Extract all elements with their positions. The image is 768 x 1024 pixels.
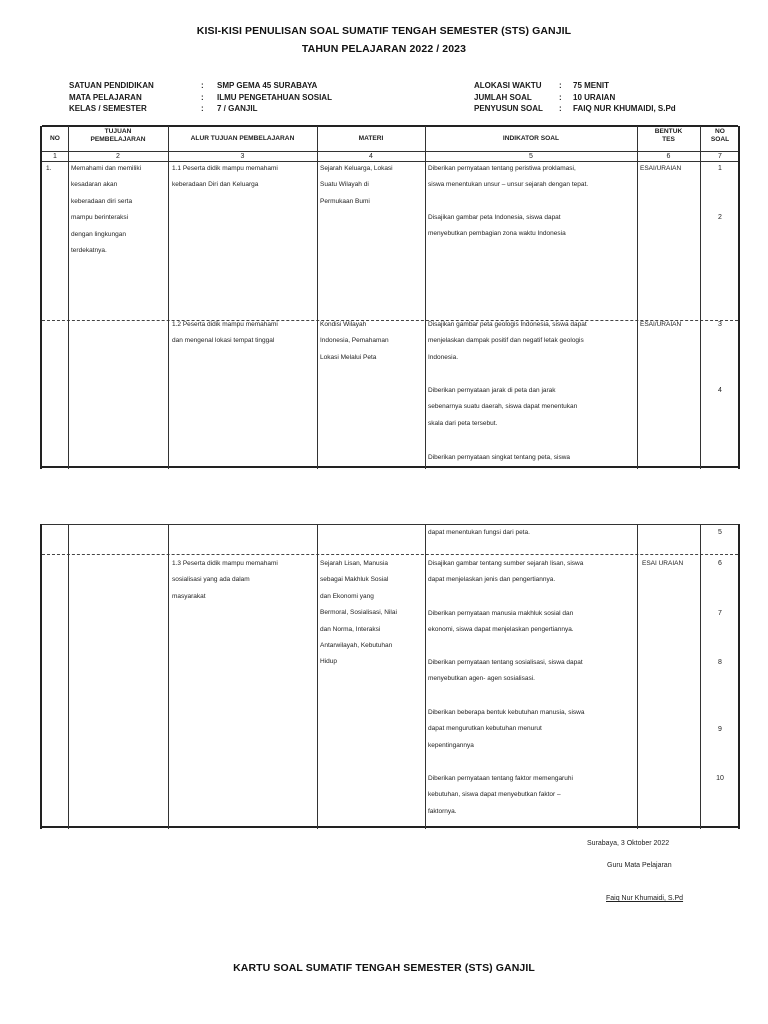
nomor-soal: 9 <box>718 726 722 733</box>
header-divider <box>42 151 738 152</box>
header-no-soal-line: SOAL <box>710 136 730 143</box>
info-colon: : <box>201 104 204 113</box>
indikator-soal-3 <box>428 317 587 366</box>
info-label: PENYUSUN SOAL <box>474 104 543 113</box>
col-number: 6 <box>666 153 671 160</box>
info-right-colons <box>559 80 562 115</box>
document-subtitle: TAHUN PELAJARAN 2022 / 2023 <box>301 43 467 55</box>
text-line: kepentingannya <box>428 741 474 749</box>
text-line: Diberikan beberapa bentuk kebutuhan manusia, siswa <box>428 709 585 716</box>
col-divider <box>317 524 318 829</box>
text-line: keberadaan diri serta <box>71 197 133 205</box>
header-no-soal <box>700 128 740 144</box>
alur-1-1 <box>172 161 278 194</box>
col-number: 4 <box>369 153 373 160</box>
nomor-soal: 2 <box>718 214 722 221</box>
text-line: 1.2 Peserta didik mampu memahami <box>172 321 278 328</box>
col-number: 1 <box>53 153 57 160</box>
info-label: ALOKASI WAKTU <box>474 81 542 90</box>
table-border-bottom <box>42 466 738 468</box>
bentuk-tes: ESAI/URAIAN <box>640 165 682 172</box>
text-line: keberadaan Diri dan Keluarga <box>172 181 259 189</box>
text-line: dapat menjelaskan jenis dan pengertiannya. <box>428 576 556 584</box>
text-line: dan mengenal lokasi tempat tinggal <box>172 337 275 345</box>
text-line: kesadaran akan <box>71 181 118 189</box>
info-value: FAIQ NUR KHUMAIDI, S.Pd <box>573 104 676 113</box>
text-line: Bermoral, Sosialisasi, Nilai <box>320 609 397 617</box>
indikator-soal-2 <box>428 210 566 243</box>
text-line: Memahami dan memiliki <box>71 165 142 172</box>
header-no-soal-line: NO <box>715 128 725 135</box>
kisi-kisi-table-part-1 <box>40 126 740 469</box>
text-line: siswa menentukan unsur – unsur sejarah dengan tepat. <box>428 181 589 189</box>
text-line: Diberikan pernyataan singkat tentang peta, siswa <box>428 454 571 461</box>
text-line: Diberikan pernyataan tentang sosialisasi, siswa dapat <box>428 659 583 666</box>
text-line: menjelaskan dampak positif dan negatif letak geologis <box>428 337 584 345</box>
nomor-soal: 7 <box>718 610 722 617</box>
info-right-values <box>573 80 676 115</box>
signature-place-date: Surabaya, 3 Oktober 2022 <box>587 840 670 847</box>
text-line: Antarwilayah, Kebutuhan <box>320 642 393 650</box>
text-line: mampu berinteraksi <box>71 214 129 222</box>
text-line: skala dari peta tersebut. <box>428 419 498 427</box>
info-left-values <box>217 80 332 115</box>
text-line: masyarakat <box>172 592 206 600</box>
col-number: 2 <box>116 153 120 160</box>
indikator-soal-7 <box>428 606 574 639</box>
info-label: MATA PELAJARAN <box>69 92 142 102</box>
text-line: Diberikan pernyataan tentang peristiwa proklamasi, <box>428 165 576 172</box>
text-line: Diberikan pernyataan manusia makhluk sosial dan <box>428 610 574 617</box>
indikator-soal-1 <box>428 161 588 194</box>
info-value: 75 MENIT <box>573 81 610 90</box>
nomor-soal: 10 <box>716 775 724 782</box>
nomor-soal: 6 <box>718 560 722 567</box>
bentuk-tes: ESAI URAIAN <box>642 560 684 567</box>
info-value: ILMU PENGETAHUAN SOSIAL <box>217 92 332 102</box>
indikator-soal-6 <box>428 556 583 589</box>
text-line: Sejarah Lisan, Manusia <box>320 560 388 567</box>
text-line: 1.3 Peserta didik mampu memahami <box>172 560 278 567</box>
text-line: 1.1 Peserta didik mampu memahami <box>172 165 278 172</box>
row-number: 1. <box>46 165 52 172</box>
text-line: Suatu Wilayah di <box>320 181 369 189</box>
text-line: dapat mengurutkan kebutuhan menurut <box>428 725 542 733</box>
text-line: Disajikan gambar peta geologis Indonesia, siswa dapat <box>428 321 587 328</box>
text-line: Indonesia. <box>428 353 458 361</box>
row-divider-dashed <box>42 554 738 555</box>
indikator-soal-4 <box>428 383 577 432</box>
text-line: dengan lingkungan <box>71 230 126 238</box>
header-no: NO <box>50 135 60 142</box>
table-border-top <box>42 524 738 525</box>
row-divider-dashed <box>42 320 738 321</box>
header-bentuk-tes <box>637 128 700 144</box>
text-line: Permukaan Bumi <box>320 197 370 205</box>
kisi-kisi-table-part-2 <box>40 524 740 829</box>
indikator-soal-8 <box>428 655 583 688</box>
info-value: 10 URAIAN <box>573 92 616 102</box>
signature-role: Guru Mata Pelajaran <box>607 862 672 869</box>
indikator-soal-5-end <box>428 525 530 541</box>
text-line: dan Ekonomi yang <box>320 592 374 600</box>
indikator-soal-10 <box>428 771 573 820</box>
col-number: 5 <box>529 153 533 160</box>
bentuk-tes: ESAI/URAIAN <box>640 321 682 328</box>
col-divider <box>637 126 638 469</box>
header-tujuan-line: PEMBELAJARAN <box>90 136 146 143</box>
col-divider <box>425 126 426 469</box>
indikator-soal-9 <box>428 705 584 754</box>
info-colon: : <box>201 92 204 102</box>
col-number: 3 <box>240 153 245 160</box>
header-materi: MATERI <box>358 135 384 142</box>
info-left-colons <box>201 80 204 115</box>
signature-name: Faiq Nur Khumaidi, S.Pd <box>606 895 684 902</box>
materi-1-3 <box>320 556 397 671</box>
info-colon: : <box>559 92 562 102</box>
info-value: 7 / GANJIL <box>217 104 258 113</box>
text-line: Sejarah Keluarga, Lokasi <box>320 165 393 172</box>
info-label: KELAS / SEMESTER <box>69 104 147 113</box>
alur-1-3 <box>172 556 278 605</box>
col-divider <box>317 126 318 469</box>
text-line: Kondisi Wilayah <box>320 321 367 328</box>
text-line: Diberikan pernyataan tentang faktor memengaruhi <box>428 775 573 782</box>
text-line: ekonomi, siswa dapat menjelaskan pengertiannya. <box>428 626 574 634</box>
header-alur: ALUR TUJUAN PEMBELAJARAN <box>190 135 295 142</box>
nomor-soal: 1 <box>718 165 722 172</box>
materi-1-2 <box>320 317 389 366</box>
text-line: kebutuhan, siswa dapat menyebutkan faktor – <box>428 791 561 799</box>
info-colon: : <box>559 104 562 113</box>
col-divider <box>68 126 69 469</box>
text-line: Disajikan gambar tentang sumber sejarah lisan, siswa <box>428 560 584 567</box>
text-line: Indonesia, Pemahaman <box>320 337 389 345</box>
text-line: menyebutkan pembagian zona waktu Indonesia <box>428 230 566 238</box>
info-value: SMP GEMA 45 SURABAYA <box>217 81 318 90</box>
header-indikator: INDIKATOR SOAL <box>502 135 560 142</box>
info-label: JUMLAH SOAL <box>474 92 532 102</box>
info-colon: : <box>559 81 562 90</box>
text-line: terdekatnya. <box>71 247 107 255</box>
text-line: sebagai Makhluk Sosial <box>320 576 389 584</box>
text-line: sosialisasi yang ada dalam <box>172 576 250 584</box>
table-border-top <box>42 125 738 127</box>
text-line: sebenarnya suatu daerah, siswa dapat menentukan <box>428 403 578 411</box>
text-line: Lokasi Melalui Peta <box>320 353 377 361</box>
text-line: Disajikan gambar peta Indonesia, siswa dapat <box>428 214 561 221</box>
col-divider <box>637 524 638 829</box>
header-tujuan-line: TUJUAN <box>104 128 132 135</box>
text-line: Diberikan pernyataan jarak di peta dan jarak <box>428 387 556 394</box>
nomor-soal: 4 <box>718 387 722 394</box>
table-border-bottom <box>42 826 738 828</box>
col-divider <box>700 126 701 469</box>
nomor-soal: 8 <box>718 659 722 666</box>
kartu-soal-title: KARTU SOAL SUMATIF TENGAH SEMESTER (STS) GANJIL <box>233 962 535 974</box>
col-number: 7 <box>718 153 722 160</box>
col-divider <box>168 126 169 469</box>
indikator-soal-5-start <box>428 450 570 466</box>
header-bentuk-line: BENTUK <box>654 128 683 135</box>
nomor-soal: 3 <box>718 321 722 328</box>
text-line: menyebutkan agen- agen sosialisasi. <box>428 675 535 683</box>
info-colon: : <box>201 81 204 90</box>
info-left-labels <box>69 80 154 115</box>
header-tujuan <box>68 128 168 144</box>
nomor-soal: 5 <box>718 529 722 536</box>
materi-1-1 <box>320 161 393 210</box>
document-title: KISI-KISI PENULISAN SOAL SUMATIF TENGAH SEMESTER (STS) GANJIL <box>196 25 572 37</box>
text-line: dapat menentukan fungsi dari peta. <box>428 529 530 536</box>
col-divider <box>168 524 169 829</box>
header-bentuk-line: TES <box>662 136 675 143</box>
text-line: Hidup <box>320 658 337 666</box>
info-label: SATUAN PENDIDIKAN <box>69 81 154 90</box>
tujuan-pembelajaran <box>71 161 141 259</box>
text-line: faktornya. <box>428 807 457 815</box>
text-line: dan Norma, Interaksi <box>320 625 381 633</box>
alur-1-2 <box>172 317 278 350</box>
info-right-labels <box>474 80 543 115</box>
col-divider <box>68 524 69 829</box>
col-divider <box>425 524 426 829</box>
